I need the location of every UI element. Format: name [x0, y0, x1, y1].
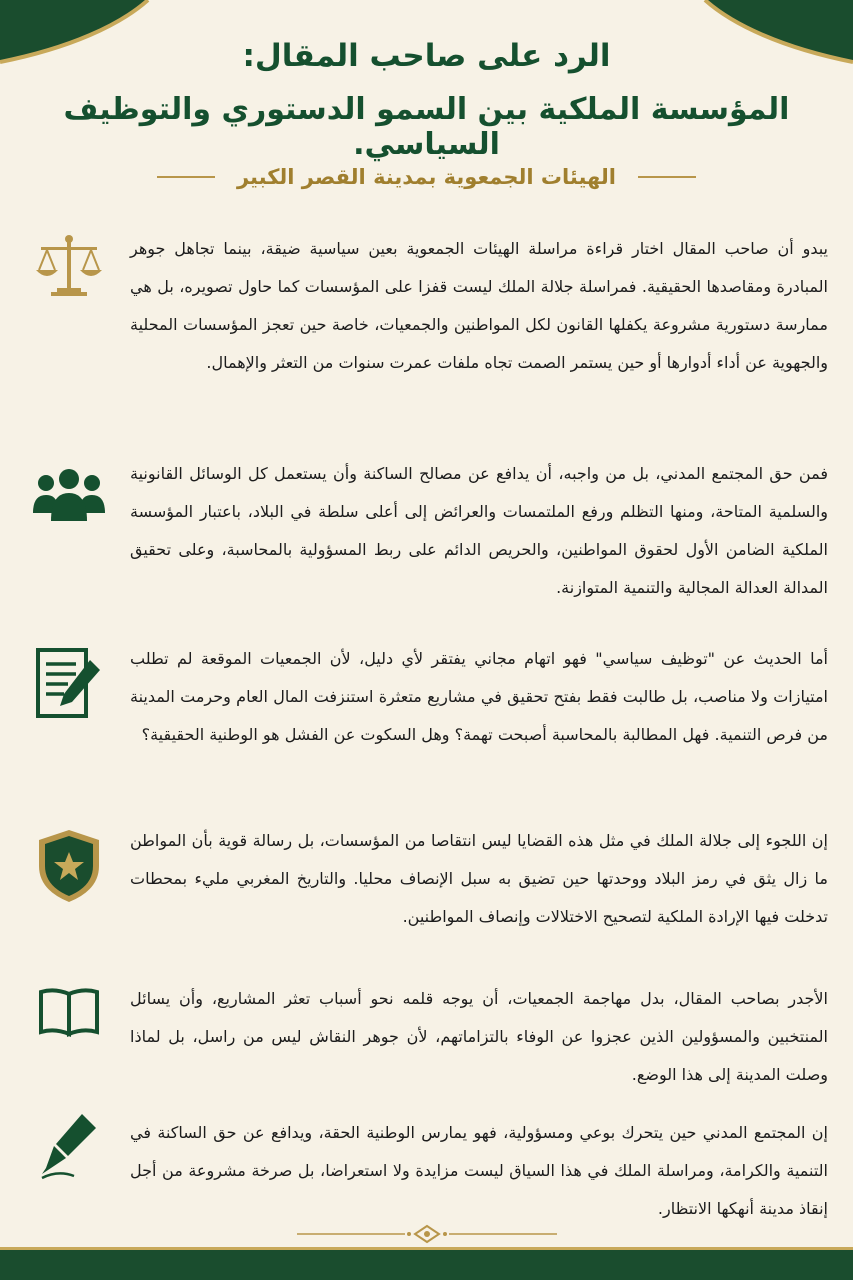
footer-ornament: [0, 1224, 853, 1244]
paragraph-text: فمن حق المجتمع المدني، بل من واجبه، أن يدافع عن مصالح الساكنة وأن يستعمل كل الوسائل القانونية والسلمية المتاحة، ومنها التظلم ورفع الملتمسات والعرائض إلى أعلى سلطة في البلاد، باعتبار المؤسسة الملكية الضامن الأول لحقوق المواطنين، والحريص الدائم على ربط المسؤولية بالمحاسبة، وعلى تحقيق المدالة العدالة المجالية والتنمية المتوازنة.: [130, 464, 828, 597]
subtitle: الهيئات الجمعوية بمدينة القصر الكبير: [236, 165, 616, 189]
scales-icon: [28, 230, 110, 302]
paragraph-text: إن المجتمع المدني حين يتحرك بوعي ومسؤولية، فهو يمارس الوطنية الحقة، ويدافع عن حق الساكنة في التنمية والكرامة، ومراسلة الملك في هذا السياق ليست مزايدة ولا استعراضا، بل صرخة مشروعة من أجل إنقاذ مدينة أنهكها الانتظار.: [130, 1123, 828, 1218]
page-title: الرد على صاحب المقال:: [242, 38, 611, 74]
paragraph-text: الأجدر بصاحب المقال، بدل مهاجمة الجمعيات، أن يوجه قلمه نحو أسباب تعثر المشاريع، وأن يسائل المنتخبين والمسؤولين الذين عجزوا عن الوفاء بالتزاماتهم، لأن جوهر النقاش ليس من راسل، بل لماذا وصلت المدينة إلى هذا الوضع.: [130, 989, 828, 1084]
subtitle-divider: [638, 176, 696, 178]
fountain-pen-icon: [28, 1114, 110, 1180]
page-title-line2: المؤسسة الملكية بين السمو الدستوري والتوظيف السياسي.: [63, 92, 790, 162]
paragraph-text: إن اللجوء إلى جلالة الملك في مثل هذه القضايا ليس انتقاصا من المؤسسات، بل رسالة قوية بأن المواطن ما زال يثق في رمز البلاد ووحدتها حين تضيق به سبل الإنصاف محليا. والتاريخ المغربي مليء بمحطات تدخلت فيها الإرادة الملكية لتصحيح الاختلالات وإنصاف المواطنين.: [130, 831, 828, 926]
shield-star-icon: [28, 822, 110, 904]
paragraph-section: [28, 455, 828, 607]
footer-band: [0, 1247, 853, 1280]
paragraph-section: [28, 980, 828, 1094]
open-book-icon: [28, 980, 110, 1040]
document-pen-icon: [28, 640, 110, 722]
paragraph-section: [28, 640, 828, 754]
subtitle-row: [0, 165, 853, 189]
paragraph-text: يبدو أن صاحب المقال اختار قراءة مراسلة الهيئات الجمعوية بعين سياسية ضيقة، بينما تجاهل جوهر المبادرة ومقاصدها الحقيقية. فمراسلة جلالة الملك ليست قفزا على المؤسسات كما حاول تصويره، بل هي ممارسة دستورية مشروعة يكفلها القانون لكل المواطنين والجمعيات، خاصة حين تعجز المؤسسات المحلية والجهوية عن أداء أدوارها أو حين يستمر الصمت تجاه ملفات عمرت سنوات من التعثر والإهمال.: [130, 239, 828, 372]
paragraph-section: [28, 822, 828, 936]
paragraph-text: أما الحديث عن "توظيف سياسي" فهو اتهام مجاني يفتقر لأي دليل، لأن الجمعيات الموقعة لم تطلب امتيازات ولا مناصب، بل طالبت فقط بفتح تحقيق في مشاريع متعثرة استنزفت المال العام وحرمت المدينة من فرص التنمية. فهل المطالبة بالمحاسبة أصبحت تهمة؟ وهل السكوت عن الفشل هو الوطنية الحقيقية؟: [130, 649, 828, 744]
subtitle-divider: [157, 176, 215, 178]
paragraph-section: [28, 1114, 828, 1228]
people-group-icon: [28, 455, 110, 529]
paragraph-section: [28, 230, 828, 382]
